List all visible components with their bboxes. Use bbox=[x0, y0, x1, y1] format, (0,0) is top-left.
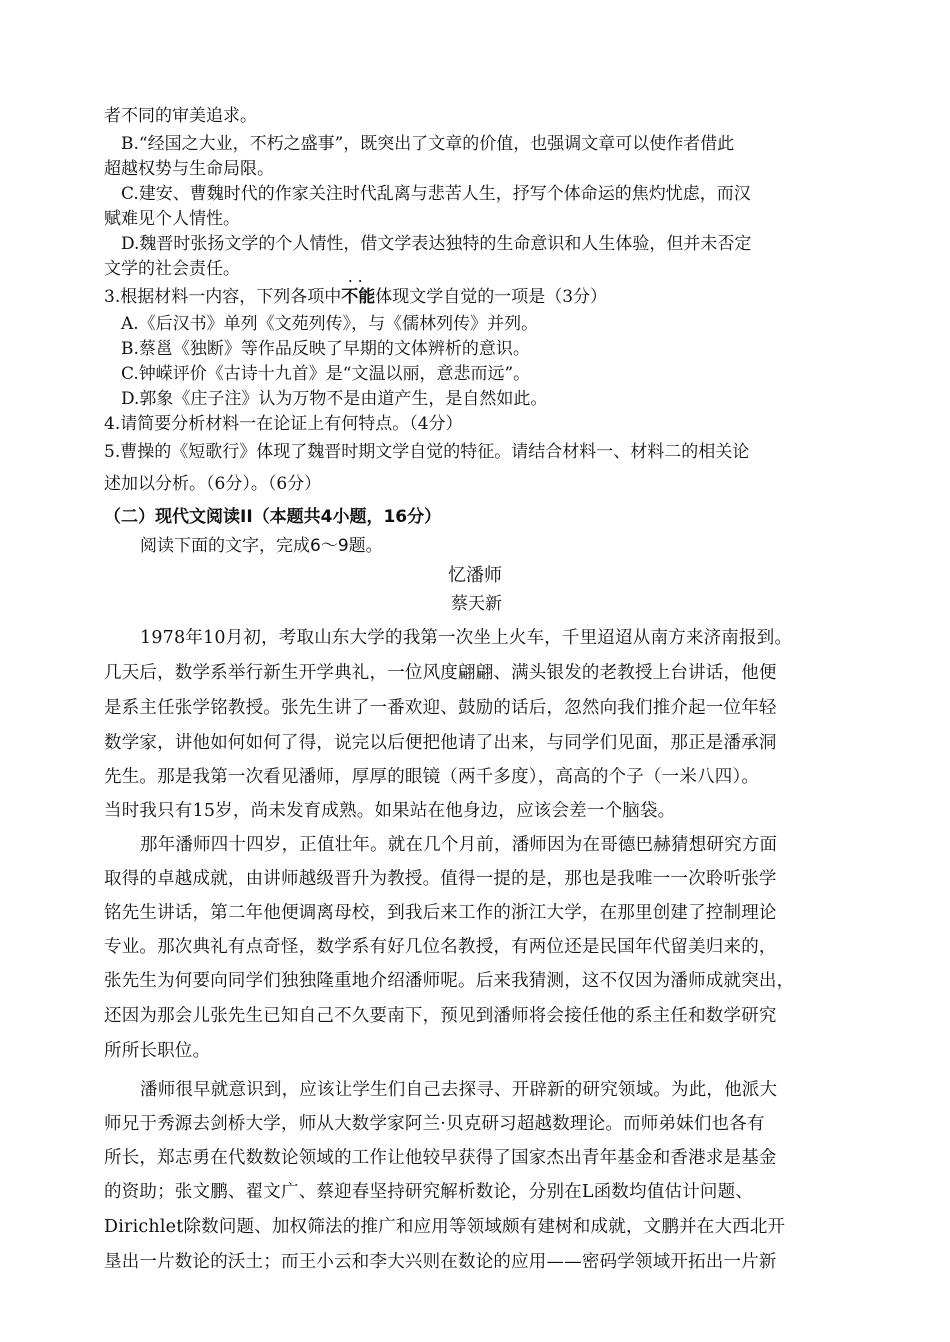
essay-line: 专业。那次典礼有点奇怪，数学系有好几位名教授，有两位还是民国年代留美归来的， bbox=[104, 937, 777, 957]
question-3-emphasis bbox=[341, 275, 376, 308]
section-instruction: 阅读下面的文字，完成6～9题。 bbox=[140, 536, 383, 556]
essay-line: 师兄于秀源去剑桥大学，师从大数学家阿兰·贝克研习超越数理论。而师弟妹们也各有 bbox=[104, 1114, 765, 1134]
q2-option-b-line-2: 超越权势与生命局限。 bbox=[104, 159, 274, 179]
question-3-emphasis-text: 不能 bbox=[341, 287, 376, 307]
essay-line: 垦出一片数论的沃土；而王小云和李大兴则在数论的应用——密码学领域开拓出一片新 bbox=[104, 1252, 777, 1272]
question-5-line-2: 述加以分析。（6分）。（6分） bbox=[104, 474, 322, 494]
essay-line: 所所长职位。 bbox=[104, 1041, 211, 1061]
essay-line: 那年潘师四十四岁，正值壮年。就在几个月前，潘师因为在哥德巴赫猜想研究方面 bbox=[140, 835, 778, 855]
essay-line: 先生。那是我第一次看见潘师，厚厚的眼镜（两千多度），高高的个子（一米八四）。 bbox=[104, 767, 760, 787]
essay-title: 忆潘师 bbox=[448, 565, 502, 586]
essay-line: 的资助；张文鹏、翟文广、蔡迎春坚持研究解析数论，分别在L函数均值估计问题、 bbox=[104, 1182, 754, 1202]
section-heading: （二）现代文阅读II（本题共4小题，16分） bbox=[104, 507, 442, 527]
essay-line: Dirichlet除数问题、加权筛法的推广和应用等领域颇有建树和成就，文鹏并在大西北开 bbox=[104, 1217, 786, 1237]
essay-line: 铭先生讲话，第二年他便调离母校，到我后来工作的浙江大学，在那里创建了控制理论 bbox=[104, 903, 777, 923]
q3-option-a: A.《后汉书》单列《文苑列传》，与《儒林列传》并列。 bbox=[121, 314, 539, 334]
essay-line: 取得的卓越成就，由讲师越级晋升为教授。值得一提的是，那也是我唯一一次聆听张学 bbox=[104, 869, 777, 889]
essay-line: 1978年10月初，考取山东大学的我第一次坐上火车，千里迢迢从南方来济南报到。 bbox=[140, 628, 793, 648]
question-3-prefix: 3.根据材料一内容，下列各项中 bbox=[104, 287, 342, 307]
essay-line: 当时我只有15岁，尚未发育成熟。如果站在他身边，应该会差一个脑袋。 bbox=[104, 801, 676, 821]
q2-option-d-line-1: D.魏晋时张扬文学的个人情性，借文学表达独特的生命意识和人生体验，但并未否定 bbox=[121, 234, 752, 254]
q3-option-d: D.郭象《庄子注》认为万物不是由道产生，是自然如此。 bbox=[121, 389, 548, 409]
question-3-stem bbox=[104, 275, 608, 308]
question-5-line-1: 5.曹操的《短歌行》体现了魏晋时期文学自觉的特征。请结合材料一、材料二的相关论 bbox=[104, 442, 750, 462]
material-continuation-line: 者不同的审美追求。 bbox=[104, 106, 257, 126]
essay-line: 数学家，讲他如何如何了得，说完以后便把他请了出来，与同学们见面，那正是潘承洞 bbox=[104, 733, 777, 753]
essay-line: 张先生为何要向同学们独独隆重地介绍潘师呢。后来我猜测，这不仅因为潘师成就突出， bbox=[104, 971, 795, 991]
essay-line: 潘师很早就意识到，应该让学生们自己去探寻、开辟新的研究领域。为此，他派大 bbox=[140, 1080, 778, 1100]
question-3-suffix: 体现文学自觉的一项是（3分） bbox=[375, 287, 608, 307]
essay-line: 是系主任张学铭教授。张先生讲了一番欢迎、鼓励的话后，忽然向我们推介起一位年轻 bbox=[104, 698, 777, 718]
essay-line: 所长，郑志勇在代数数论领域的工作让他较早获得了国家杰出青年基金和香港求是基金 bbox=[104, 1148, 777, 1168]
q3-option-b: B.蔡邕《独断》等作品反映了早期的文体辨析的意识。 bbox=[121, 339, 530, 359]
question-4: 4.请简要分析材料一在论证上有何特点。（4分） bbox=[104, 414, 463, 434]
essay-line: 几天后，数学系举行新生开学典礼，一位风度翩翩、满头银发的老教授上台讲话，他便 bbox=[104, 663, 777, 683]
q2-option-c-line-1: C.建安、曹魏时代的作家关注时代乱离与悲苦人生，抒写个体命运的焦灼忧虑，而汉 bbox=[121, 184, 751, 204]
q2-option-c-line-2: 赋难见个人情性。 bbox=[104, 209, 240, 229]
essay-author: 蔡天新 bbox=[451, 594, 502, 614]
q2-option-d-line-2: 文学的社会责任。 bbox=[104, 259, 240, 279]
q3-option-c: C.钟嵘评价《古诗十九首》是“文温以丽，意悲而远”。 bbox=[121, 364, 531, 384]
q2-option-b-line-1: B.“经国之大业，不朽之盛事”，既突出了文章的价值，也强调文章可以使作者借此 bbox=[121, 134, 735, 154]
essay-line: 还因为那会儿张先生已知自己不久要南下，预见到潘师将会接任他的系主任和数学研究 bbox=[104, 1006, 777, 1026]
emphasis-dots: ·· bbox=[348, 275, 369, 288]
